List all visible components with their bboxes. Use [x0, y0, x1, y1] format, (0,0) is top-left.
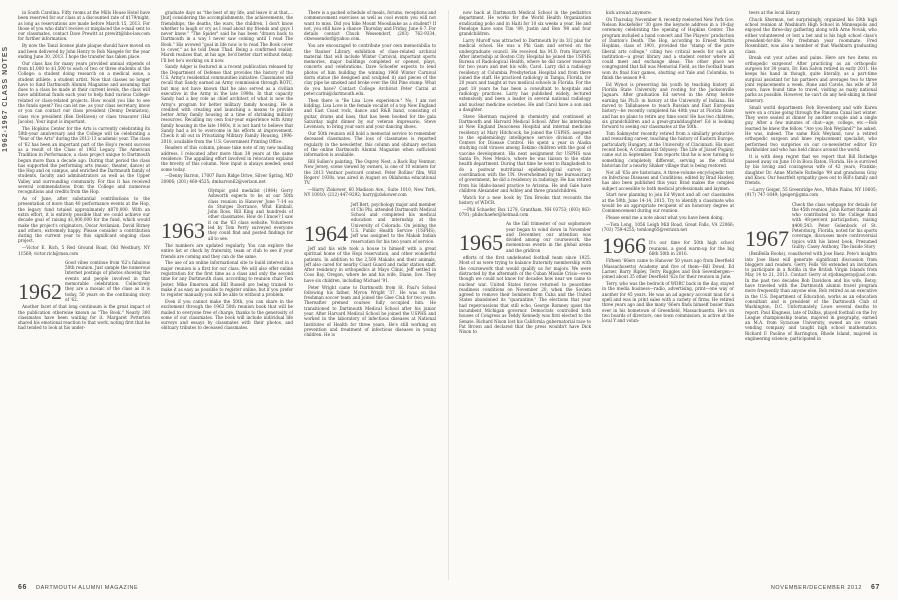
class-year-heading — [304, 202, 436, 244]
left-running-title: DARTMOUTH ALUMNI MAGAZINE — [36, 585, 139, 591]
class-year-number: 1965 — [459, 230, 503, 256]
paragraph: Tom Sakmyster recently retired from a similarly productive and rewarding career, teaching the history of Eastern Europe, particularly Hungary, at the University of Cincinnati. His most recent book, A Communist Odyssey: The Life of József Pogány, came out in September. Tom reports that he is now turning to something completely different, serving as the official historian for a nearby Shaker village that is being restored. — [602, 131, 734, 168]
paragraph: The use of an online informational site to build interest in a major reunion is a first for our class. We will also offer online registration for the first time as a class and only the second time for any Dartmouth class, according to reunion chair Tom Jester. Mike Emerson and Bill Russell are being trained to make it as easy as possible to register online, but if you prefer to register manually you will be able to without a problem. — [161, 260, 293, 298]
paragraph: The Hopkins Center for the Arts is currently celebrating its 50th-year anniversary and the College will be celebrating a "Year of the Arts" during the 2012-13 academic year. The class of '62 has been an important part of the Hop's recent success as a result of the Class of 1962 Legacy. The American Tradition in Performance, a class project unique to Dartmouth begun more than a decade ago. During that period the class has supported the performing arts (music, theater, dance) at the Hop and on campus, and enriched the Dartmouth family of students, faculty and administrators as well as the Upper Valley and surrounding community. For this it has received several commendations from the College and numerous recognitions and credits from the Hop. — [18, 125, 150, 195]
paragraph: Readers of this column, please take note of my new mailing address. I relocated after more than 38 years at the same residence. The appalling effort involved in relocation explains the brevity of this column. New input is always needed; send some today. — [161, 145, 293, 172]
class-year-number: 1967 — [745, 226, 789, 252]
class-year-heading — [18, 259, 150, 305]
text-column-1 — [18, 10, 150, 578]
paragraph: Fifteen '66ers came to Hanover 50 years ago from Deerfield (Massachusetts) Academy and five of them—Bill Dowd, Ed Larner, Barry Ripley, Terry Ruggles and Bob Sevenbergen—joined about 35 other Deerfield '62s for their reunion in June. — [602, 258, 734, 280]
paragraph: now back at Dartmouth Medical School in the pediatrics department. He works for the World Health Organization eradicating polio and in Haiti for 10 six weeks a year. He and Penelope have sons Tim '89, Justin and Ben '98 and four grandchildren. — [459, 10, 591, 37]
paragraph: Another facet of that long continuum is the great impact of the publication otherwise known as "The Book." Nearly 300 classmates have been waiting for it. Margaret Potterton shared his emotional reaction to that work, noting first that he had tended to look at his under- — [18, 304, 150, 331]
paragraph: Ed Wynot is preserving his youth by teaching history at Florida State University and rooting for the Jacksonville Jaguars. After graduation Ed served in the Army before earning his Ph.D. in history at the University of Indiana. He moved to Tallahassee to teach Russian and East European history—he recently completed his 40th year at Florida State and has no plans to retire any time soon! He has two children, six grandchildren and a great-granddaughter! Ed is looking forward to seeing our classmates at the 50th. — [602, 81, 734, 130]
text-column-6 — [745, 10, 877, 578]
paragraph: —Harry Zlokower, 60 Madison Ave., Suite 1010, New York, NY 10010; (212) 447-9292; harry@zlokower.com — [304, 187, 436, 198]
paragraph: By now the Tanzi license plate plaque should have moved on and been delivered by John Henry to Bob Naegele for the year ending June 30, 2013. I hope the transfer has taken place. — [18, 43, 150, 59]
paragraph: It is with deep regret that we report that Bill Rutledge passed away on June 10 in Boca Raton, Florida. He is survived by his loving and courageous wife of 42 years, Frankie; daughter Dr. Anne Michele Rutledge '99 and grandsons Gray and Knox. Our heartfelt sympathy goes out to Bill's family and friends. — [745, 153, 877, 186]
class-year-heading — [602, 233, 734, 259]
paragraph: Peter Wright came to Dartmouth from St. Paul's School following his father, Myron Wright '37. He was on the freshman soccer team and joined the Glee Club for two years. Thereafter premed courses fully occupied him. He transitioned to Dartmouth Medical School after his junior year. After Harvard Medical School he joined the USPHS and worked in the laboratory of infectious diseases at National Institutes of Health for three years. He's still working on prevention and treatment of infectious diseases in young children. He is — [304, 284, 436, 338]
right-running-title: NOVEMBER/DECEMBER 2012 — [770, 585, 862, 591]
paragraph: Steve Sherman majored in chemistry and continued at Dartmouth and Harvard Medical School. After his internship at New England Deaconess Hospital and internal medicine residency at Mary Hitchcock, he joined the USPHS, assigned to the epidemiology intelligence service division of the Centers for Disease Control. He spent a year in Alaska studying cold viruses among Eskimo children with the goal of vaccine development. His next assignment for USPHS was Santa Fe, New Mexico, where he was liaison to the state health department. During that time he went to Bangladesh to do a postwar nutritional epidemiological survey in coordination with the UN. Overwhelmed by the bureaucracy of government, he did a residency in radiology. He has retired from his Idaho-based practice to Arizona. He and Gale have children Alexander and Ashley and three grandchildren. — [459, 113, 591, 193]
page-gutter — [448, 10, 449, 580]
paragraph: (BenBella Books), coauthored with Jose Baez. Pete's insights into Jose Baez will generate significant discussion from bloggers and readers. Gerry Fells '68 extended an invitation to participate in a flotilla in the British Virgin Islands from May 14 to 21, 2013. Contact Gerry at stjohnsgeray@aol.com. In the past two decades Bob Davidson and his wife, Betsy, have traveled with the Dartmouth alumni travel program more frequently than anyone else. Bob retired as an executive in the U.S. Department of Education, works as an education consultant and is president of the Dartmouth Club of Washington, D.C. Unfortunately, Lowe several deaths to report. Paul Klugness, late of Dallas, played football on the Ivy League championship teams, majored in geography, earned an M.A. from Syracuse University, owned an ice cream vending company and taught high school mathematics. Richard F. Paolino of Barrington, Rhode Island, majored in engineering science; participated in — [745, 251, 877, 342]
class-year-lead-text: Good vibes continue from '62's fabulous 50th reunion. Just sample the numerous Internet postings of photos showing the events and people involved in that memorable celebration. Collectively they are a mosaic of the class as it is today, 50 years on the continuing story of '62. — [65, 259, 150, 302]
paragraph: Bill Sullen's painting, The Osprey Nest, a Back Bay Ventnor, New Jersey, scene viewed by owners, is one of 10 winners for the 2013 Ventnor postcard contest. Peter Rollins' film, Will Rogers' 1930s, was aired in August on Oklahoma educational TV. — [304, 159, 436, 186]
class-year-lead-text: Olympic gold medalist (1964) Gerry Ashworth expects to be at our 50th class reunion in Hanover June 7-14 so do Sturges Dorrance, Whit Kimball, John Ross, Bill King and hundreds of other classmates. How do I know? I saw it on the '63 class website. Volunteers led by Tom Perry surveyed everyone they could find and posted findings for all to see. — [208, 188, 293, 241]
paragraph: in South Carolina. Fifty rooms at the Mills House Hotel have been reserved for our class at a discounted rate of $179/night, as long as reservations are made before March 15, 2013. For those of you who didn't receive or misplaced the e-mail sent to our classmates, contact Dave Prewitt at prewitt@bbs-law.com for further information. — [18, 10, 150, 42]
paragraph: Start now planning to join Ed Wynot and all our classmates at the 50th, June 14-14, 2015. Try to identify a classmate who would be an appropriate recipient of an honorary degree at Commencement during our reunion. — [602, 192, 734, 214]
paragraph: graduate days as "the best of my life, and leave it at that....[but] considering the accomplishments, the achievements, the friendships, the deaths, the wars, the children, I don't know whether to laugh or cry as I read about my friends and guys I never knew." "The Spider" said he has been "drawn back to Dartmouth in a way I never saw coming until I read The Book." His avowed "goal in life now is to read The Book cover to cover," as he told Dean Thad. Being a confirmed realist, Marsh realizes that, at his age, he'd better start without delay. I'll bet he's working on it now. — [161, 10, 293, 63]
paragraph: Break out your aches and pains. Here are two items on orthopedic surgeons! After practicing as an orthopedic surgeon for 30 years, Dr. Ken Salvin retired in early 2011. He keeps his hand in though, quite literally, as a part-time surgical assistant for his partners and averages two to three joint replacements a week. Rune and Carole, his wife of 38 years, have found time to travel, visiting as many national parks as possible. However, he can't do any heli-skiing in their itinerary. — [745, 55, 877, 103]
class-year-heading — [161, 188, 293, 241]
paragraph: teers at the local library. — [749, 10, 801, 15]
paragraph: Please send me a note about what you have been doing. — [606, 214, 724, 220]
paragraph: efforts of the first undefeated football team since 1925. Most of us were trying to balance fraternity membership with the coursework that would qualify us for majors. We were distracted by the aftermath of the Cuban Missile Crisis—even though we could not know for decades how near we came to nuclear war. United States forces returned to peacetime readiness conditions on November 20, when the Soviets agreed to remove their bombers from Cuba and the United States abandoned its "quarantine." The elections that year had repercussions that still echo. George Romney upset the incumbent Michigan governor. Democrats controlled both houses of Congress as Teddy Kennedy was first elected to the Senate. Richard Nixon lost his California gubernatorial race to Pat Brown and declared that the press wouldn't have Dick Nixon to — [459, 255, 591, 335]
paragraph: Small world department: Bob Stevenberg and wife Karen were on a cruise going through the Panama Canal last winter. They were seated at dinner by another couple and a single guy. After a few minutes of chat—age, college, etc.—Bob learned he knew the fellow. "Are you Rob Weyland?" he asked. He was, indeed. The same Rick Weyland, now a retired orthopedic surgeon and knee replacement specialist, who performed two surgeries on our co-newsletter editor Erv Burkholder and who has held clinics around the world. — [745, 104, 877, 152]
right-page-number: 67 — [871, 584, 880, 591]
side-tab-label: 1962-1967 CLASS NOTES — [2, 45, 9, 152]
paragraph: —Phil Schaefer, Box 1278, Grantham, NH 03753; (603) 863-0781; philschaefer@hotmail.com — [459, 206, 591, 217]
text-column-3 — [304, 10, 436, 578]
class-year-heading — [745, 202, 877, 250]
text-column-5 — [602, 10, 734, 578]
paragraph: Larry Muroff was attracted to Dartmouth by its 3/2 plan for medical school. He was a Phi Gam and served on the undergraduate council. He received his M.D. from Harvard. After internship at Boston City Hospital he joined the USPHS Bureau of Radiological Health, where he did cancer research for two years and met his wife, Carol. Larry did a radiology residency at Columbia Presbyterian Hospital and from there joined the staff. He practiced radiology in Tampa, Florida, for 20 years and taught at two medical schools in Florida. For the past 18 years he has been a consultant to hospitals and radiology practices. Larry has published widely, lectured extensively and been a leader in several national radiology and nuclear medicine societies. He and Carol have a son and a daughter. — [459, 37, 591, 112]
class-year-number: 1964 — [304, 220, 348, 246]
paragraph: On Thursday, November 8, recently reelected New York Gov. Nelson Rockefeller '30 gave the keynote address in a 10-day ceremony celebrating the opening of Hopkins Center. The program included a band concert and The Players' production of Danton's Death. The Hop, according to Ernest Martin Hopkins, class of 1901, provided the "stamp of the pure liberal arts college," citing two critical needs for such an institution—a great library and a student center where all could meet and exchange ideas. The other place we congregated that fall was Memorial Field, as the football team won its final four games, shutting out Yale and Columbia, to finish the season 9-0. — [602, 16, 734, 81]
text-column-4 — [459, 10, 591, 578]
paragraph: Sandy Adger is featured in a recent publication released by the Department of Defense that provides the history of the U.S. Army's residential communities initiative. Classmates will recall that Sandy earned an Army commission through ROTC, but may not have known that he also served as a civilian executive in the Army in the late 1990s. In that capacity Sandy had a key role as chief architect of what is now the Army's program for better military family housing. He is credited with creating and launching a means to provide better Army family housing at a time of shrinking military resources. Recalling my own four-year experience with Army family housing in the late 1960s, it is not hard to believe that Sandy had a lot to overcome in his efforts at improvement. Check it all out in Privatizing Military Family Housing, 1996-2010, available from the U.S. Government Printing Office. — [161, 64, 293, 144]
paragraph: Chuck Sherman, not surprisingly, organized his 50th high school reunion at Washburn High School in Minneapolis and enjoyed the three-day gathering along with Arne Novak, who either volunteered or lost a bet and is his high school class's president-for-life. My freshman year roommate, Fred Rosenblatt, was also a member of that Washburn graduating class. — [745, 16, 877, 54]
paragraph: —Tom Long, 1056 Leigh Mill Road, Great Falls, VA 22066; (703) 759-4255; tomlong65@verizon.net — [602, 221, 734, 233]
paragraph: —Larry Geiger, 55 Greenridge Ave., White Plains, NY 10605; (917) 747-1649; lgeiger@gma.com — [745, 187, 877, 198]
paragraph: —Victor E. Rich, 5 Red Ground Road, Old Westbury, NY 11568; victor.rich@msn.com — [18, 245, 150, 256]
paragraph: Then there is "Be Lisa Love experience." No, I am not kidding. Lisa Love is the female vocalist of a top New England and East Coast rock, dance and R&B band, consisting of guitar, drums and bass, that has been booked for the gala Saturday night dinner by our veteran impresario, Steve Levenson, to bring your ears and your dancing shoes. — [304, 97, 436, 130]
class-year-lead-text: As the fall trimester of our sophomore year began to wind down in November and December, our attention was divided among our coursework, the momentous events in the global arena and the gridiron — [506, 221, 591, 253]
class-year-lead-text: It's our time for 50th high school reunions, a good warm-up for the big 66th 50th in 2016. — [649, 240, 734, 257]
paragraph: Jeff and his wife took a house to himself with a great spiritual home of the Hopi reservation, and other wonderful patients. In addition to the 2,500 Makahs and their animals, Jeff also cared for nearby Coast Guard and radar station staff. After residency in orthopedics at Mayo Clinic, Jeff settled in Coos Bay, Oregon, where he and his wife, Diane, live. They have six children, including Michael '91. — [304, 245, 436, 283]
paragraph: Our 50th reunion will hold a memorial service to remember deceased classmates. The loss of classmates is reported regularly in the newsletter, this column and obituary section of the online Dartmouth Alumni Magazine when sufficient information is available. — [304, 131, 436, 158]
left-page-number: 66 — [18, 584, 27, 591]
paragraph: Watch for a new book by Tim Brooks that recounts the history of WDCR. — [459, 194, 591, 205]
class-notes-side-tab — [2, 4, 14, 154]
class-year-lead-text: Check the class webpage for details for the 45th reunion. John Kornet thanks all who contributed to the College fund with 48-percent participation, raising $400,543. Peter Golenbock of St. Petersburg, Florida, noted for his sports coverage, discusses more controversial topics with his latest book, Presumed Guilty: Casey Anthony, The Inside Story — [792, 201, 877, 249]
paragraph: Not all '65s are historians. A three-volume encyclopedic text on Infectious Diseases and Conditions, edited by Brad Hawley, has also been published this year. Brad makes the complex subject accessible to both medical professionals and laymen. — [602, 169, 734, 191]
paragraph: As of June, after substantial contributions to the presentation of more than 40 performance events at the Hop, the legacy fund totaled approximately $870,000. With an extra effort, it is entirely possible that we could achieve our decade goal of raising $1,000,000 for the fund, which would make the project's originators, Oscar Arslanian, David Birney and others, extremely happy. Please consider a contribution during the current year to this significant ongoing class project. — [18, 196, 150, 244]
paragraph: Terry, who was the bedrock of WDRC back in the day, stayed in the media business—radio, advertising, print—one way or another for 45 years. He was an ad agency account man for a spell and was in print sales with a variety of firms. He retired three years ago and like many '66ers finds himself busier than ever in his hometown of Greenfield, Massachusetts. He's on two boards of directors, one town commission, is active at the local Y and volun- — [602, 281, 734, 324]
paragraph: kick around anymore. — [606, 10, 652, 15]
paragraph: There is a packed schedule of meals, forums, receptions and commencement exercises as well as cool events you will not want to miss. Did you hike Mount Moosilauke as a student? If not, you still have a chance Thursday and Friday, June 6-7. For details contact Chuck Wessendorf, (203) 762-9334, ckwessendorf@yahoo.com. — [304, 10, 436, 42]
paragraph: —Denny Barron, 17007 Barn Ridge Drive, Silver Spring, MD 20906; (301) 460-4525; dmbarron62@verizon.net — [161, 173, 293, 184]
class-year-number: 1966 — [602, 233, 646, 259]
page-footer — [0, 584, 898, 594]
paragraph: Even if you cannot make the 50th, you can share in the excitement through the 1963 50th reunion book that will be mailed to everyone free of charge, thanks to the generosity of some of our classmates. The book will include individual life surveys and essays by classmates with their photos, and obituary tributes to deceased classmates. — [161, 298, 293, 331]
paragraph: You are encouraged to contribute your own memorabilia to the Rauner Library exhibition of class-related archival material that will include Winter Carnival, important sports memories, major buildings completed or opened, plays, concerts and celebrations. Dave Schoefer expects to lend photos of him building the winning 1960 Winter Carnival dorm statue (he designed and sculpted it) and pieces of the clay pipe he smoked and broke over the Old Pine stump. What do you have? Contact College Archivist Peter Carini at peter.carini@dartmouth.edu. — [304, 43, 436, 96]
paragraph: The numbers are updated regularly. You can explore the entire list or check by fraternity, team or club to see if your friends are coming and they can do the same. — [161, 242, 293, 259]
class-year-heading — [459, 221, 591, 256]
text-column-2 — [161, 10, 293, 578]
class-year-lead-text: Jeff Bert, psychology major and member of Chi Phi, attended Dartmouth Medical School and completed his medical education and internship at the University of Colorado. On joining the U.S. Public Health Service (USPHS), Jeff was assigned to the Makah Indian reservation for his two years of service. — [351, 201, 436, 244]
class-year-number: 1962 — [18, 279, 62, 305]
paragraph: Our class has for many years provided annual stipends of from $1,000 to $1,500 to each of two or three students at the College: a student doing research on a medical issue, a student athlete, a student artist. Now that classes no longer have to fund Dartmouth Alumni Magazine and assuming that dues to a class be made at their current levels, the class will have additional funds each year to help fund various College-related or class-related projects. How would you like to see the funds spent? You can let me, as your class secretary, know or you can contact our class president (Denny Denniston), class vice president (Ken DeHaven) or class treasurer (Hal Jacobs). Your input is important. — [18, 60, 150, 124]
class-year-number: 1963 — [161, 217, 205, 243]
